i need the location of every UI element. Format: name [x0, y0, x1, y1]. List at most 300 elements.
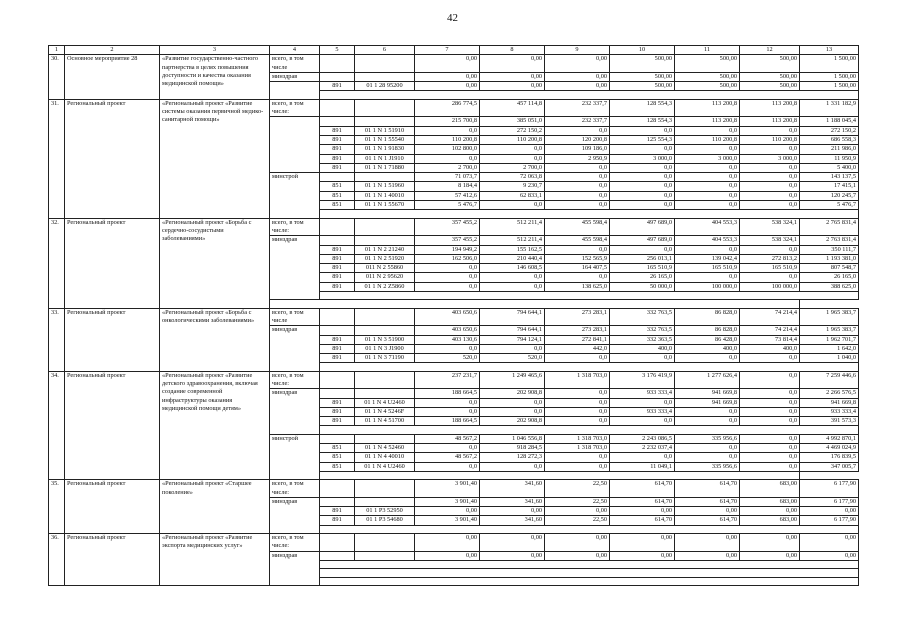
table-cell — [320, 117, 355, 126]
table-cell: 933 333,4 — [800, 407, 859, 416]
table-cell: Основное мероприятие 28 — [65, 55, 160, 99]
table-cell — [355, 218, 415, 236]
table-cell: 01 1 28 95200 — [355, 82, 415, 91]
table-cell: 1 965 383,7 — [800, 326, 859, 335]
table-cell: 0,0 — [545, 354, 610, 363]
table-cell: 683,00 — [740, 480, 800, 498]
table-cell: 0,0 — [740, 434, 800, 443]
table-cell: 794 124,1 — [480, 335, 545, 344]
table-cell: Региональный проект — [65, 534, 160, 586]
table-cell — [270, 300, 800, 308]
table-cell: 3 901,40 — [415, 497, 480, 506]
table-cell: 1 046 556,8 — [480, 434, 545, 443]
table-cell: 538 324,1 — [740, 236, 800, 245]
table-cell: 01 1 N 1 91830 — [355, 145, 415, 154]
table-cell: 0,0 — [480, 282, 545, 291]
table-cell: 120 200,8 — [545, 135, 610, 144]
table-cell: 01 1 N 2 51920 — [355, 254, 415, 263]
table-cell: «Региональный проект «Борьба с онкологическими заболеваниями» — [160, 308, 270, 371]
table-cell: 011 N 2 95620 — [355, 273, 415, 282]
table-cell: 683,00 — [740, 497, 800, 506]
table-cell: 891 — [320, 264, 355, 273]
table-cell: 0,0 — [610, 145, 675, 154]
table-cell: 403 650,6 — [415, 326, 480, 335]
table-cell: «Региональный проект «Развитие экспорта медицинских услуг» — [160, 534, 270, 586]
table-cell: 35. — [49, 480, 65, 534]
table-cell: 6 177,90 — [800, 480, 859, 498]
table-cell: 347 005,7 — [800, 462, 859, 471]
table-cell: 110 200,8 — [740, 135, 800, 144]
table-cell: 0,00 — [415, 72, 480, 81]
table-cell: 5 476,7 — [800, 201, 859, 210]
column-header: 8 — [480, 46, 545, 55]
table-cell: 01 1 N 3 J1900 — [355, 344, 415, 353]
table-cell: 891 — [320, 407, 355, 416]
table-cell: 162 506,0 — [415, 254, 480, 263]
table-cell — [355, 173, 415, 182]
table-cell: 50 000,0 — [610, 282, 675, 291]
table-cell: 2 765 831,4 — [800, 218, 859, 236]
table-cell: 48 567,2 — [415, 434, 480, 443]
table-cell — [320, 497, 355, 506]
table-cell: 0,00 — [480, 534, 545, 552]
table-cell: 0,0 — [740, 201, 800, 210]
table-cell: Региональный проект — [65, 371, 160, 480]
table-cell: 74 214,4 — [740, 326, 800, 335]
table-cell: 350 111,7 — [800, 245, 859, 254]
table-cell: 0,0 — [415, 154, 480, 163]
column-header: 11 — [675, 46, 740, 55]
table-cell: 891 — [320, 344, 355, 353]
table-cell: 1 500,00 — [800, 72, 859, 81]
table-cell: 0,0 — [740, 182, 800, 191]
table-cell: 01 1 N 4 51700 — [355, 417, 415, 426]
table-cell: 0,0 — [740, 407, 800, 416]
table-cell: 128 554,3 — [610, 99, 675, 117]
table-cell: 8 184,4 — [415, 182, 480, 191]
table-cell: 143 137,5 — [800, 173, 859, 182]
table-cell: 400,0 — [610, 344, 675, 353]
table-cell: 500,00 — [675, 55, 740, 73]
table-cell: 155 162,5 — [480, 245, 545, 254]
table-cell: 341,60 — [480, 516, 545, 525]
table-cell — [355, 371, 415, 389]
table-cell: 0,00 — [545, 507, 610, 516]
table-cell: 341,60 — [480, 480, 545, 498]
table-cell: 0,00 — [675, 551, 740, 560]
table-cell: 891 — [320, 135, 355, 144]
table-cell: 01 1 N 1 51910 — [355, 126, 415, 135]
table-cell: «Региональный проект «Борьба с сердечно-сосудистыми заболеваниями» — [160, 218, 270, 308]
column-header: 2 — [65, 46, 160, 55]
table-cell: 388 625,0 — [800, 282, 859, 291]
table-cell: 332 763,5 — [610, 326, 675, 335]
table-cell: 614,70 — [675, 480, 740, 498]
table-cell: 891 — [320, 154, 355, 163]
table-cell: 102 800,0 — [415, 145, 480, 154]
table-cell: 0,0 — [545, 407, 610, 416]
table-cell: 0,00 — [545, 534, 610, 552]
table-cell — [320, 55, 355, 73]
table-cell: 2 700,0 — [480, 163, 545, 172]
table-cell: 165 510,9 — [610, 264, 675, 273]
table-cell: минздрав — [270, 236, 320, 300]
column-header: 7 — [415, 46, 480, 55]
table-cell: 851 — [320, 191, 355, 200]
table-cell — [320, 569, 859, 577]
table-cell: 188 664,5 — [415, 389, 480, 398]
table-cell: 794 644,1 — [480, 326, 545, 335]
table-cell: 0,0 — [740, 126, 800, 135]
table-cell — [320, 308, 355, 326]
table-cell: 0,0 — [415, 462, 480, 471]
table-cell: 500,00 — [740, 72, 800, 81]
table-cell: 57 412,6 — [415, 191, 480, 200]
table-cell — [355, 480, 415, 498]
table-cell: 357 455,2 — [415, 236, 480, 245]
table-cell: 0,0 — [675, 453, 740, 462]
table-cell: 1 500,00 — [800, 55, 859, 73]
table-cell: 614,70 — [675, 497, 740, 506]
table-cell: 0,0 — [610, 163, 675, 172]
table-row — [49, 99, 859, 117]
table-cell: 0,0 — [675, 417, 740, 426]
table-cell: 1 318 703,0 — [545, 434, 610, 443]
table-cell: 01 1 N 3 71190 — [355, 354, 415, 363]
table-cell — [320, 534, 355, 552]
table-cell: 497 689,0 — [610, 236, 675, 245]
table-cell: 891 — [320, 417, 355, 426]
table-cell: 01 1 P3 54680 — [355, 516, 415, 525]
table-cell: 0,0 — [610, 354, 675, 363]
table-cell: 520,0 — [480, 354, 545, 363]
table-cell: 1 193 381,0 — [800, 254, 859, 263]
table-cell: 0,00 — [545, 551, 610, 560]
table-cell: 73 814,4 — [740, 335, 800, 344]
table-cell: 0,0 — [415, 126, 480, 135]
table-cell: 851 — [320, 462, 355, 471]
table-cell: 0,0 — [610, 453, 675, 462]
table-cell — [320, 371, 355, 389]
table-cell: 0,0 — [545, 245, 610, 254]
table-cell: 0,0 — [415, 282, 480, 291]
table-cell: 0,00 — [415, 551, 480, 560]
table-cell: 215 700,8 — [415, 117, 480, 126]
table-cell: 512 211,4 — [480, 218, 545, 236]
table-cell: 0,00 — [800, 551, 859, 560]
table-cell: минздрав — [270, 72, 320, 81]
table-cell: всего, в том числе: — [270, 99, 320, 117]
table-cell — [355, 117, 415, 126]
column-header: 3 — [160, 46, 270, 55]
table-cell: 918 284,5 — [480, 444, 545, 453]
table-cell: 86 828,0 — [675, 308, 740, 326]
table-cell: «Развитие государственно-частного партнерства в целях повышения доступности и качества оказания медицинской помощи» — [160, 55, 270, 99]
table-cell: 683,00 — [740, 516, 800, 525]
table-cell: 0,0 — [740, 173, 800, 182]
table-cell: 403 130,6 — [415, 335, 480, 344]
table-cell — [320, 218, 355, 236]
table-cell: 11 049,1 — [610, 462, 675, 471]
table-cell: 1 040,0 — [800, 354, 859, 363]
table-cell: 26 165,0 — [800, 273, 859, 282]
table-cell: 0,00 — [610, 534, 675, 552]
table-cell: Региональный проект — [65, 480, 160, 534]
table-cell: 891 — [320, 282, 355, 291]
table-cell: 891 — [320, 273, 355, 282]
table-cell: 891 — [320, 516, 355, 525]
table-cell: 941 669,8 — [800, 398, 859, 407]
table-cell — [320, 326, 355, 335]
table-cell — [320, 426, 859, 434]
table-cell: 1 331 182,9 — [800, 99, 859, 117]
table-cell — [320, 72, 355, 81]
table-cell: минздрав — [270, 551, 320, 585]
table-cell: 48 567,2 — [415, 453, 480, 462]
table-cell: 0,0 — [675, 145, 740, 154]
table-cell: «Региональный проект «Развитие системы оказания первичной медико-санитарной помощи» — [160, 99, 270, 218]
table-cell — [320, 210, 859, 218]
table-cell: минздрав — [270, 389, 320, 434]
table-cell: 457 114,8 — [480, 99, 545, 117]
table-cell: 0,0 — [415, 344, 480, 353]
table-cell: 400,0 — [740, 344, 800, 353]
table-cell: 891 — [320, 163, 355, 172]
table-cell: 891 — [320, 507, 355, 516]
table-cell: 113 200,8 — [740, 99, 800, 117]
table-cell: 0,0 — [740, 145, 800, 154]
table-cell: 3 000,0 — [675, 154, 740, 163]
table-cell: всего, в том числе: — [270, 371, 320, 389]
column-header: 9 — [545, 46, 610, 55]
table-cell: 0,0 — [545, 182, 610, 191]
table-cell: 0,0 — [480, 201, 545, 210]
table-cell: 933 333,4 — [610, 389, 675, 398]
table-cell: 538 324,1 — [740, 218, 800, 236]
table-cell: 0,0 — [545, 462, 610, 471]
table-cell: 0,00 — [480, 507, 545, 516]
table-cell: 3 901,40 — [415, 516, 480, 525]
table-cell: 01 1 N 2 Z5860 — [355, 282, 415, 291]
table-cell: 120 245,7 — [800, 191, 859, 200]
table-cell: 0,0 — [675, 245, 740, 254]
table-cell: 0,00 — [415, 534, 480, 552]
table-cell — [355, 326, 415, 335]
table-row — [49, 218, 859, 236]
table-cell: 62 833,1 — [480, 191, 545, 200]
table-cell: 500,00 — [675, 72, 740, 81]
table-cell: 0,00 — [415, 82, 480, 91]
table-cell: 0,0 — [545, 191, 610, 200]
table-cell: 272 150,2 — [480, 126, 545, 135]
table-cell: 2 266 576,5 — [800, 389, 859, 398]
page-number: 42 — [447, 12, 458, 24]
table-body — [49, 55, 859, 586]
table-cell: 0,0 — [480, 273, 545, 282]
table-cell — [270, 82, 320, 100]
table-cell: минздрав — [270, 326, 320, 371]
table-cell: 0,0 — [610, 182, 675, 191]
table-cell: 0,0 — [675, 182, 740, 191]
table-cell: 0,0 — [545, 398, 610, 407]
table-cell: 794 644,1 — [480, 308, 545, 326]
table-cell: 1 318 703,0 — [545, 371, 610, 389]
table-cell: всего, в том числе: — [270, 218, 320, 236]
table-cell: минздрав — [270, 497, 320, 533]
table-row — [49, 55, 859, 73]
table-cell: 1 965 383,7 — [800, 308, 859, 326]
table-cell: 286 774,5 — [415, 99, 480, 117]
table-cell: 26 165,0 — [610, 273, 675, 282]
table-cell: 0,0 — [545, 173, 610, 182]
table-cell: 0,00 — [480, 72, 545, 81]
table-cell: 1 277 626,4 — [675, 371, 740, 389]
table-cell: 86 828,0 — [675, 326, 740, 335]
table-cell: 165 510,9 — [675, 264, 740, 273]
table-cell: 0,00 — [740, 551, 800, 560]
table-cell: 0,0 — [545, 389, 610, 398]
table-cell: 385 051,0 — [480, 117, 545, 126]
table-cell: 01 1 N 4 U2460 — [355, 398, 415, 407]
table-cell: 332 763,5 — [610, 308, 675, 326]
table-cell: 3 901,40 — [415, 480, 480, 498]
table-cell: 851 — [320, 453, 355, 462]
table-cell: 113 200,8 — [740, 117, 800, 126]
table-cell: 01 1 N 1 71880 — [355, 163, 415, 172]
table-row — [49, 534, 859, 552]
table-cell: 1 318 703,0 — [545, 444, 610, 453]
table-cell: 335 956,6 — [675, 434, 740, 443]
table-cell — [320, 389, 355, 398]
table-cell: «Региональный проект «Развитие детского здравоохранения, включая создание современной инфраструктуры оказания медицинской помощи детям» — [160, 371, 270, 480]
table-cell: 71 073,7 — [415, 173, 480, 182]
table-cell: 2 232 037,4 — [610, 444, 675, 453]
table-cell: 3 176 419,9 — [610, 371, 675, 389]
table-cell — [320, 91, 859, 99]
table-cell: 500,00 — [740, 82, 800, 91]
table-cell: 01 1 N 1 55670 — [355, 201, 415, 210]
table-cell: 891 — [320, 82, 355, 91]
table-cell: 500,00 — [610, 82, 675, 91]
table-cell — [320, 236, 355, 245]
table-cell: 100 000,0 — [675, 282, 740, 291]
table-cell: 357 455,2 — [415, 218, 480, 236]
table-cell: 500,00 — [675, 82, 740, 91]
table-cell: 34. — [49, 371, 65, 480]
table-cell: 403 650,6 — [415, 308, 480, 326]
table-cell: 01 1 P3 52950 — [355, 507, 415, 516]
table-cell: 0,0 — [740, 398, 800, 407]
table-cell — [355, 236, 415, 245]
column-header: 10 — [610, 46, 675, 55]
table-cell: 0,00 — [545, 82, 610, 91]
table-cell: 01 1 N 4 U2460 — [355, 462, 415, 471]
column-header: 5 — [320, 46, 355, 55]
table-cell: 3 000,0 — [610, 154, 675, 163]
table-cell: 335 956,6 — [675, 462, 740, 471]
table-cell: минстрой — [270, 434, 320, 479]
table-cell: 0,0 — [740, 462, 800, 471]
column-header: 12 — [740, 46, 800, 55]
table-cell: 273 283,1 — [545, 326, 610, 335]
table-cell: 500,00 — [610, 72, 675, 81]
table-cell — [355, 497, 415, 506]
table-cell: 164 407,5 — [545, 264, 610, 273]
table-cell: 5 476,7 — [415, 201, 480, 210]
table-cell: 455 598,4 — [545, 218, 610, 236]
table-cell: 0,0 — [675, 354, 740, 363]
table-cell: 11 950,9 — [800, 154, 859, 163]
table-cell — [320, 363, 859, 371]
table-cell: 500,00 — [610, 55, 675, 73]
table-cell: 113 200,8 — [675, 99, 740, 117]
table-cell: 0,00 — [480, 551, 545, 560]
table-cell: 891 — [320, 335, 355, 344]
table-cell — [320, 551, 355, 560]
table-cell: 0,0 — [675, 173, 740, 182]
table-cell — [355, 72, 415, 81]
table-cell: 0,0 — [480, 344, 545, 353]
table-cell: 138 625,0 — [545, 282, 610, 291]
table-cell: Региональный проект — [65, 99, 160, 218]
table-cell: 22,50 — [545, 480, 610, 498]
table-cell: 0,0 — [415, 398, 480, 407]
table-cell: 0,00 — [740, 507, 800, 516]
table-cell: 9 230,7 — [480, 182, 545, 191]
table-cell: 0,0 — [480, 154, 545, 163]
table-cell: 0,0 — [740, 453, 800, 462]
table-cell: 188 664,5 — [415, 417, 480, 426]
table-cell: минстрой — [270, 173, 320, 218]
column-header: 6 — [355, 46, 415, 55]
table-cell: Региональный проект — [65, 218, 160, 308]
table-cell: 851 — [320, 182, 355, 191]
table-cell: 0,0 — [610, 245, 675, 254]
table-cell: 614,70 — [610, 497, 675, 506]
table-cell: 165 510,9 — [740, 264, 800, 273]
table-cell: 0,0 — [740, 354, 800, 363]
table-cell: 520,0 — [415, 354, 480, 363]
table-cell: 31. — [49, 99, 65, 218]
table-cell: 125 554,3 — [610, 135, 675, 144]
table-cell — [355, 99, 415, 117]
table-cell: 1 500,00 — [800, 82, 859, 91]
table-cell: 0,0 — [740, 371, 800, 389]
table-cell: 22,50 — [545, 516, 610, 525]
table-cell: 0,00 — [415, 55, 480, 73]
table-cell: 0,00 — [415, 507, 480, 516]
table-cell: 851 — [320, 201, 355, 210]
table-cell: 30. — [49, 55, 65, 99]
table-cell: 0,0 — [740, 191, 800, 200]
table-cell: 4 992 870,1 — [800, 434, 859, 443]
table-cell: 891 — [320, 145, 355, 154]
table-cell: 0,00 — [675, 507, 740, 516]
table-cell: 109 186,0 — [545, 145, 610, 154]
column-header: 4 — [270, 46, 320, 55]
table-cell: 0,0 — [740, 273, 800, 282]
column-header: 1 — [49, 46, 65, 55]
table-cell: «Региональный проект «Старшее поколение» — [160, 480, 270, 534]
table-cell: 7 259 446,6 — [800, 371, 859, 389]
table-cell: 128 554,3 — [610, 117, 675, 126]
table-cell: 391 573,3 — [800, 417, 859, 426]
table-cell: 0,0 — [545, 201, 610, 210]
table-cell: 807 548,7 — [800, 264, 859, 273]
table-cell: 100 000,0 — [740, 282, 800, 291]
table-cell: 1 249 465,6 — [480, 371, 545, 389]
table-cell — [320, 173, 355, 182]
